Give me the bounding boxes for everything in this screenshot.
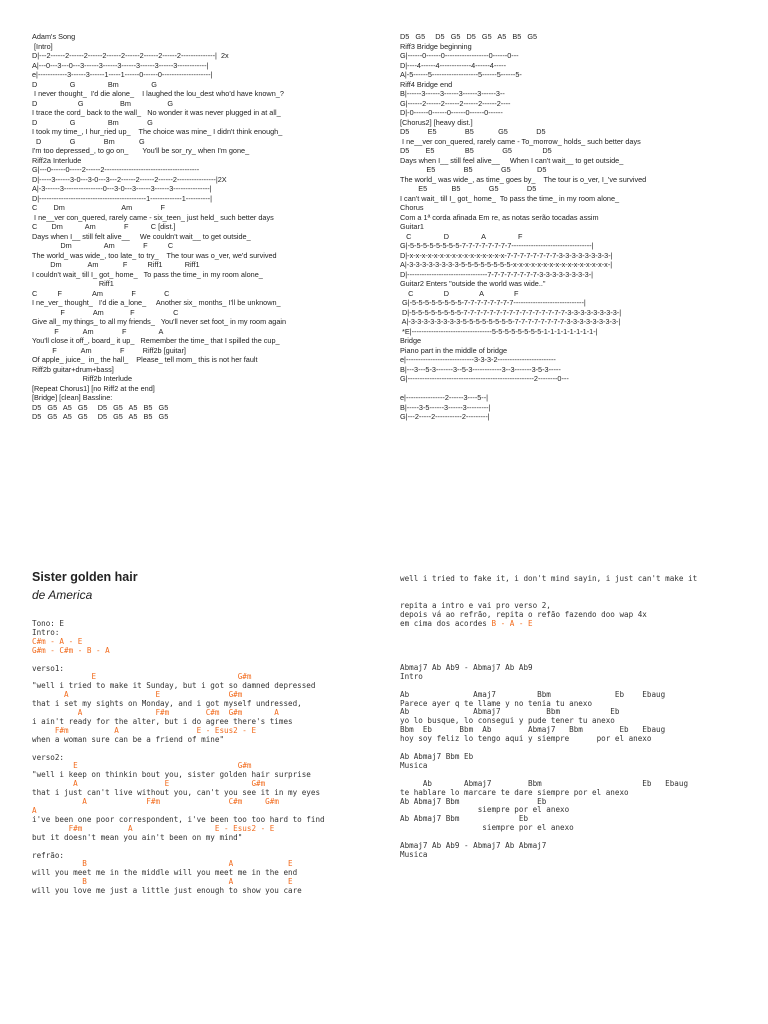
tab-line: E5 B5 G5 D5	[400, 184, 537, 193]
lyric-line	[400, 824, 750, 833]
tab-line: D5 G5 A5 G5 D5 G5 A5 B5 G5	[32, 412, 169, 421]
chord-text: A E G#m	[32, 779, 266, 789]
tab-line: Bridge	[400, 336, 422, 345]
lyric-text: te hablare lo marcare te dare siempre por el anexo	[400, 787, 629, 797]
tab-line: D G Bm G	[32, 117, 153, 127]
tab-line: Dm Am F C	[32, 241, 174, 250]
lyric-line	[400, 637, 750, 646]
lyric-line	[400, 584, 750, 593]
lyric-text: i ain't ready for the alter, but i do agree there's times	[32, 716, 293, 726]
tab-line: e|----------------------------3-3-3-2------------------------	[400, 355, 556, 364]
lyric-text: i've been one poor correspondent, i've been too too hard to find	[32, 814, 325, 824]
tab-line: I'm too depressed_, to go on_ You'll be sor_ry_ when I'm gone_	[32, 146, 250, 155]
lyric-text: yo lo busque, lo consegui y pude tener tu anexo	[400, 716, 615, 726]
lyric-text: that i set my sights on Monday, and i got myself undressed,	[32, 699, 302, 709]
chord-text: E G#m	[32, 761, 252, 771]
tab-line: D G Bm G	[32, 136, 145, 146]
lyric-line	[32, 736, 382, 745]
tab-line: I ne_ver_ thought_ I'd die a_lone_ Another six_ months_ I'll be unknown_	[32, 298, 281, 307]
tab-line: G|------2------2------2------2------2----	[400, 98, 511, 108]
chord-text: A F#m C#m G#m A	[32, 708, 279, 718]
tab-line: G|------0------0------------------0------0---	[400, 51, 519, 60]
tab-line: D|---2------2------2------2------2------2------2------2--------------| 2x	[32, 51, 229, 60]
lyric-text: siempre por el anexo	[400, 805, 570, 815]
tab-line: A|---0---3---0---3------3------3------3------3------3------------|	[32, 60, 209, 70]
tab-line: C D A F	[400, 288, 519, 298]
sister-golden-hair-tab	[32, 570, 382, 896]
song-lines	[32, 620, 382, 896]
tab-line: D G Bm G	[32, 79, 157, 89]
chord-text: A E G#m	[32, 690, 243, 700]
tab-line: D G Bm G	[32, 98, 174, 108]
lyric-line	[32, 834, 382, 843]
tab-line: A|-5------5-------------------5------5------5-	[400, 70, 522, 79]
lyric-text: Abmaj7 Ab Ab9 - Abmaj7 Ab Ab9	[400, 662, 533, 672]
lyric-text: hoy soy feliz lo tengo aqui y siempre por el anexo	[400, 734, 652, 744]
tab-line: Chorus	[400, 203, 424, 212]
tab-line: Give all_ my things_ to all my friends_ You'll never set foot_ in my room again	[32, 317, 287, 326]
lyric-text: Abmaj7 Ab Ab9 - Abmaj7 Ab Abmaj7	[400, 841, 547, 851]
tab-line: Riff1	[32, 279, 114, 288]
lyric-line	[400, 762, 750, 771]
lyric-line	[400, 575, 750, 584]
lyric-text: will you love me just a little just enough to show you care	[32, 886, 302, 896]
chord-text: B - A - E	[491, 618, 533, 628]
lyric-line	[32, 620, 382, 629]
tab-line: F Am F C	[32, 307, 179, 317]
lyric-text: Intro	[400, 671, 423, 681]
lyric-line	[400, 664, 750, 673]
song-artist: de America	[32, 588, 93, 602]
lyric-line	[400, 673, 750, 682]
tab-line: [Chorus2] [heavy dist.]	[400, 117, 473, 127]
tab-line: The world_ was wide_, too late_ to try_ The tour was o_ver, we'd survived	[32, 250, 277, 260]
lyric-text: refrão:	[32, 850, 65, 860]
tab-line: A|-3------3----------------0---3-0---3------3------3---------------|	[32, 184, 212, 193]
chord-text: E G#m	[32, 672, 252, 682]
tab-line: D5 G5 A5 G5 D5 G5 A5 B5 G5	[32, 402, 169, 412]
tab-line: G|----------------------------------------------------2--------0---	[400, 374, 569, 383]
lyric-line	[400, 735, 750, 744]
lyric-text: Parece ayer q te llame y no tenia tu anexo	[400, 698, 593, 708]
tab-line: D|-5-5-5-5-5-5-5-5-7-7-7-7-7-7-7-7-7-7-7-7-7-7-7-7-3-3-3-3-3-3-3-3-|	[400, 307, 622, 317]
tab-line: D|----4------4-------------4------4-----	[400, 60, 507, 70]
lyric-line	[32, 656, 382, 665]
lyric-text: repita a intro e vai pro verso 2,	[400, 600, 551, 610]
tab-line: C Dm Am F	[32, 203, 165, 212]
tab-line: Days when I__ still feel alive__ When I can't wait__ to get outside_	[400, 155, 624, 165]
lyric-text: that i just can't live without you, can't you see it in my eyes	[32, 788, 321, 798]
tab-line: C F Am F C	[32, 288, 170, 298]
chord-text: B A E	[32, 877, 293, 887]
lyric-text: Ab Abmaj7 Bbm Eb	[400, 752, 474, 761]
tab-line: C D A F	[400, 231, 523, 241]
tab-line: A|-3-3-3-3-3-3-3-3-5-5-5-5-5-5-5-5-7-7-7-7-7-7-7-7-3-3-3-3-3-3-3-3-|	[400, 317, 621, 326]
lyric-text: Ab Abmaj7 Bbm Eb	[400, 707, 620, 717]
tab-line: I took my time_, I hur_ried up_ The choice was mine_ I didn't think enough_	[32, 127, 283, 136]
tab-line: D5 E5 B5 G5 D5	[400, 127, 546, 136]
lyric-text: siempre por el anexo	[400, 823, 574, 833]
lyric-line	[400, 628, 750, 637]
lyric-text: but it doesn't mean you ain't been on my mind"	[32, 832, 243, 842]
tab-line: Of apple_ juice_ in_ the hall_ Please_ tell mom_ this is not her fault	[32, 355, 258, 364]
lyric-text: Tono: E	[32, 619, 65, 628]
tab-line: I ne__ver con_quered, rarely came - To_morrow_ holds_ such better days	[400, 136, 641, 146]
chord-text: G#m - C#m - B - A	[32, 645, 110, 655]
tab-line: B|-----3-5------3------3---------|	[400, 402, 491, 412]
tab-line: F Am F A	[32, 326, 164, 336]
tab-line: Riff4 Bridge end	[400, 79, 453, 89]
tab-line: D5 E5 B5 G5 D5	[400, 146, 552, 155]
lyric-line	[32, 843, 382, 852]
tab-line: D|-0------0------0------0------0------	[400, 108, 503, 117]
lyric-text: well i tried to fake it, i don't mind sayin, i just can't make it	[400, 575, 698, 583]
tab-line: A|-3-3-3-3-3-3-3-3-5-5-5-5-5-5-5-5-x-x-x-x-x-x-x-x-x-x-x-x-x-x-x-x-|	[400, 260, 613, 269]
tab-line: Riff3 Bridge beginning	[400, 41, 472, 51]
tab-line: e|----------------2------3----5--|	[400, 393, 489, 402]
lyric-line	[32, 887, 382, 896]
tab-line: F Am F Riff2b [guitar]	[32, 345, 186, 355]
tab-line: Com a 1ª corda afinada Em re, as notas serão tocadas assim	[400, 212, 599, 222]
tab-line: G|-5-5-5-5-5-5-5-5-7-7-7-7-7-7-7-7---------------------------------|	[400, 241, 594, 250]
adams-song-tab	[32, 32, 382, 422]
chord-text: C#m - A - E	[32, 636, 83, 646]
tab-line: B|---3---5-3-------3--5-3------------3--3-------3-5-3-----	[400, 364, 561, 374]
lyric-line	[400, 753, 750, 762]
tab-line: The world_ was wide_, as time_ goes by_ The tour is o_ver, I_'ve survived	[400, 174, 647, 184]
tab-line: Piano part in the middle of bridge	[400, 345, 508, 355]
chord-text: A	[32, 806, 37, 815]
tab-line: D|-x-x-x-x-x-x-x-x-x-x-x-x-x-x-x-x-7-7-7-7-7-7-7-7-3-3-3-3-3-3-3-3-|	[400, 250, 613, 260]
lyric-text: Ab Abmaj7 Bbm Eb	[400, 796, 547, 806]
tab-line: [Repeat Chorus1] [no Riff2 at the end]	[32, 383, 155, 393]
lyric-text: "well i tried to make it Sunday, but i got so damned depressed	[32, 681, 316, 691]
song-title: Sister golden hair	[32, 570, 138, 584]
lyric-text: Ab Amaj7 Bbm Eb Ebaug	[400, 689, 666, 699]
tab-line: You'll close it off_, board_ it up_ Remember the time_ that I spilled the cup_	[32, 336, 280, 345]
lyric-text: em cima dos acordes	[400, 618, 492, 628]
tab-line: Adam's Song	[32, 32, 76, 41]
lyric-line	[400, 851, 750, 860]
lyric-text: depois vá ao refrão, repita o refão fazendo doo wap 4x	[400, 609, 647, 619]
tab-line: Dm Am F Riff1 Riff1	[32, 260, 200, 269]
tab-line: D|---------------------------------7-7-7-7-7-7-7-7-3-3-3-3-3-3-3-3-|	[400, 269, 594, 279]
tab-line: I never thought_ I'd die alone_ I laughed the lou_dest who'd have known_?	[32, 89, 284, 98]
lyric-line	[400, 842, 750, 851]
tab-line: D|-----3------3-0---3-0---3---2------2------2------2----------------|2X	[32, 174, 227, 184]
lyric-text: verso2:	[32, 752, 65, 762]
lyric-text: Bbm Eb Bbm Ab Abmaj7 Bbm Eb Ebaug	[400, 725, 666, 735]
tab-line: G|-5-5-5-5-5-5-5-5-7-7-7-7-7-7-7-7-----------------------------|	[400, 298, 586, 307]
lyric-line	[32, 745, 382, 754]
lyric-text: Musica	[400, 760, 428, 770]
lyric-line	[32, 798, 382, 807]
tab-line: Guitar2 Enters "outside the world was wide.."	[400, 279, 546, 288]
adams-song-bridge-tab	[400, 32, 750, 422]
lyric-text: Ab Abmaj7 Bbm Eb Ebaug	[400, 778, 689, 788]
lyric-line	[400, 620, 750, 629]
tab-line: D|--------------------------------------------1-------------1----------|	[32, 193, 212, 203]
tab-line: I can't wait_ till I_ got_ home_ To pass the time_ in my room alone_	[400, 193, 620, 203]
chord-text: F#m A E - Esus2 - E	[32, 823, 275, 833]
tab-line: I trace the cord_ back to the wall_ No wonder it was never plugged in at all_	[32, 108, 281, 117]
lyric-text: "well i keep on thinkin bout you, sister golden hair surprise	[32, 770, 311, 780]
lyric-text: Intro:	[32, 627, 60, 637]
chord-text: B A E	[32, 859, 293, 869]
tab-line: Riff2a Interlude	[32, 155, 82, 165]
anexo-song-tab	[400, 575, 750, 860]
tab-line: I ne__ver con_quered, rarely came - six_teen_ just held_ such better days	[32, 212, 274, 222]
lyric-line	[32, 647, 382, 656]
chord-text: F#m A E - Esus2 - E	[32, 725, 257, 735]
tab-line: *E|---------------------------------5-5-5-5-5-5-5-5-1-1-1-1-1-1-1-1-|	[400, 326, 598, 336]
chord-text: A F#m C#m G#m	[32, 797, 279, 807]
lyric-text: will you meet me in the middle will you meet me in the end	[32, 868, 298, 878]
tab-line: Riff2b Interlude	[32, 374, 133, 383]
tab-line: C Dm Am F C [dist.]	[32, 222, 176, 231]
tab-line	[400, 384, 750, 394]
lyric-text: Ab Abmaj7 Bbm Eb	[400, 814, 529, 824]
tab-line: E5 B5 G5 D5	[400, 165, 547, 174]
tab-line: B|------3------3------3------3------3--	[400, 89, 505, 98]
lyric-text: verso1:	[32, 663, 65, 673]
tab-line: D5 G5 D5 G5 D5 G5 A5 B5 G5	[400, 32, 538, 41]
tab-line: [Intro]	[32, 41, 53, 51]
tab-line: Riff2b guitar+drum+bass]	[32, 364, 114, 374]
lyric-line	[32, 629, 382, 638]
tab-line: Days when I__ still felt alive__ We couldn't wait__ to get outside_	[32, 231, 251, 241]
tab-line: e|------------3------3------1-----1------0------0--------------------|	[32, 70, 213, 79]
lyric-text: Musica	[400, 849, 428, 859]
tab-line: I couldn't wait_ till I_ got_ home_ To pass the time_ in my room alone_	[32, 269, 263, 279]
tab-line: G|---0------0-----2------2---------------------------------------	[32, 165, 200, 174]
tab-line: G|---2-----2-----------2---------|	[400, 412, 490, 421]
tab-line: [Bridge] [clean] Bassline:	[32, 393, 113, 402]
lyric-line	[400, 646, 750, 655]
lyric-text: when a woman sure can be a friend of mine"	[32, 734, 225, 744]
tab-line: Guitar1	[400, 222, 424, 231]
